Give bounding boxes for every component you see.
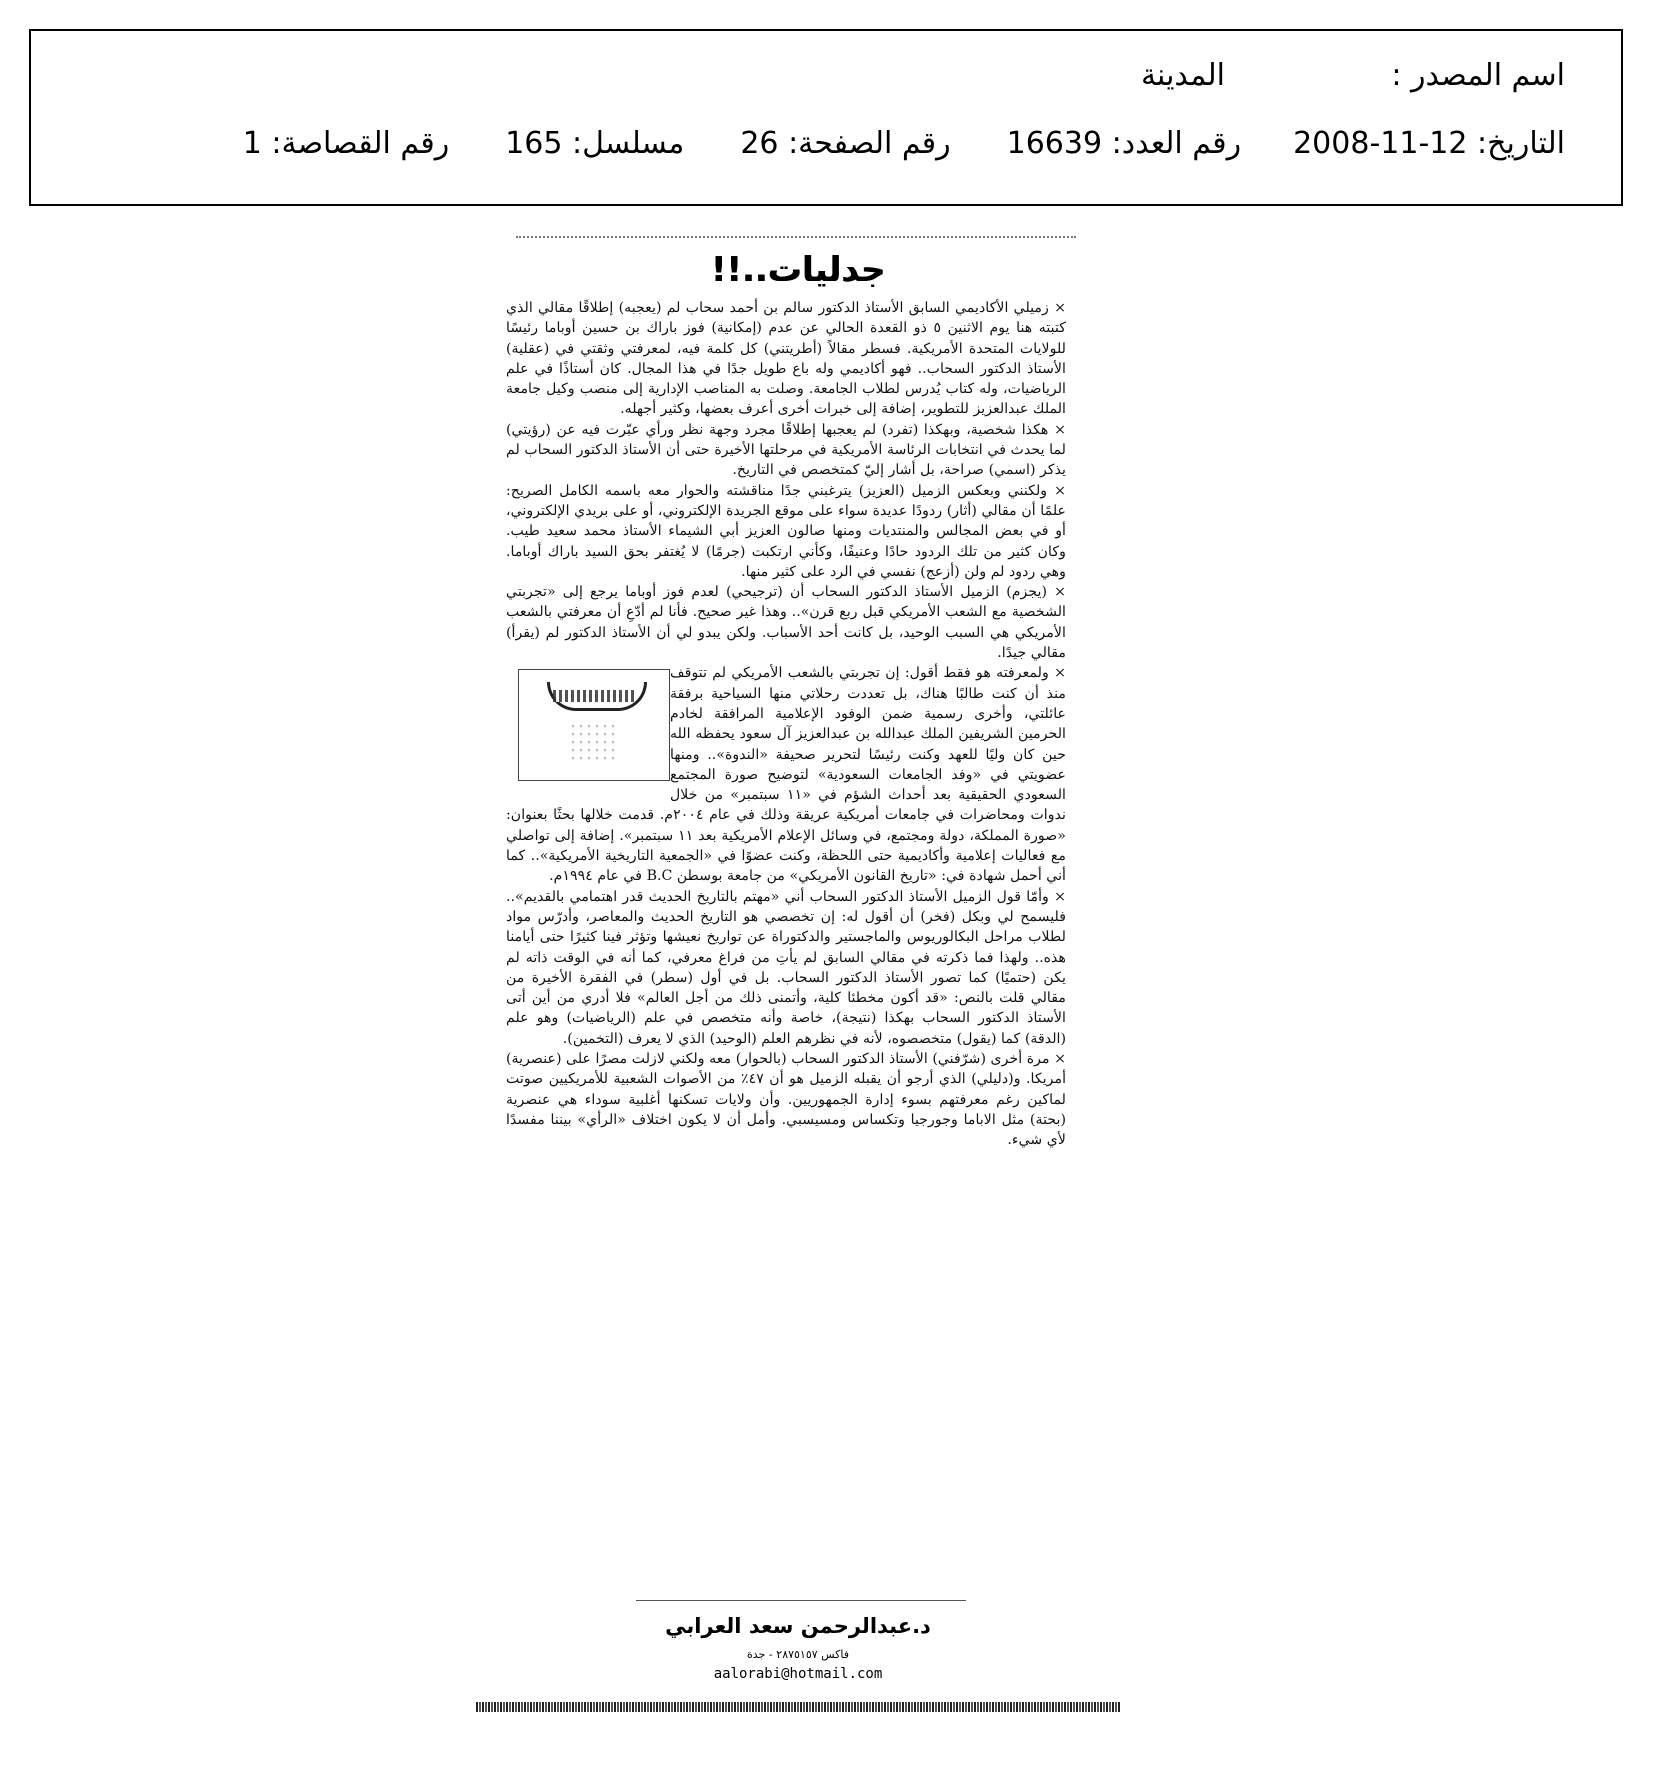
author-email: aalorabi@hotmail.com [713, 1666, 883, 1682]
author-photo [518, 669, 670, 781]
photo-face-shape [569, 722, 619, 762]
page-number-field: رقم الصفحة: 26 [740, 126, 951, 161]
clip-number-field: رقم القصاصة: 1 [242, 126, 450, 161]
source-value: المدينة [1140, 58, 1225, 93]
top-divider [516, 236, 1076, 242]
author-signature: د.عبدالرحمن سعد العرابي [665, 1614, 931, 1638]
newspaper-clipping [476, 236, 1120, 1716]
paragraph-6: × وأمّا قول الزميل الأستاذ الدكتور السحاب أني «مهتم بالتاريخ الحديث قدر اهتمامي بالقديم».. فليسمح لي وبكل (فخر) أن أقول له: إن تخصصي هو التاريخ الحديث والمعاصر، وأدرّس مواد لطلاب مراحل البكالوريوس والماجستير والدكتوراة عن تواريخ نعيشها وتؤثر فينا كثيرًا حتى أيامنا هذه.. ولهذا فما ذكرته في مقالي السابق لم يأتِ من فراغ معرفي، كما أنه في الوقت ذاته لم يكن (حتميًا) كما تصور الأستاذ الدكتور السحاب. بل في أول (سطر) في الفقرة الأخيرة من مقالي قلت بالنص: «قد أكون مخطئا كلية، وأتمنى ذلك من أجل العالم» فلا أدري من أين أتى الأستاذ الدكتور السحاب بهكذا (نتيجة)، خاصة وأنه متخصص في علم (الرياضيات) وهو علم (الدقة) كما (يقول) متخصصوه، لأنه في نظرهم العلم (الوحيد) الذي لا يعرف (التخمين). [506, 888, 1066, 1047]
bottom-border-band [476, 1702, 1120, 1712]
author-fax: فاكس ٢٨٧٥١٥٧ - جدة [746, 1648, 850, 1661]
article-body [506, 298, 1066, 1150]
paragraph-7: × مرة أخرى (شرّفني) الأستاذ الدكتور السحاب (بالحوار) معه ولكني لازلت مصرًا على (عنصرية) أمريكا. و(دليلي) الذي أرجو أن يقبله الزميل هو أن ٤٧٪ من الأصوات الشعبية للأمريكيين صوتت لماكين رغم معرفتهم بسوء إدارة الجمهوريين. وأن ولايات تسكنها أغلبية سوداء هي عنصرية (بحتة) مثل الاباما وجورجيا وتكساس ومسيسبي. وأمل أن لا يكون اختلاف «الرأي» بيننا مفسدًا لأي شيء. [506, 1050, 1067, 1149]
paragraph-5: × ولمعرفته هو فقط أقول: إن تجربتي بالشعب الأمريكي لم تتوقف منذ أن كنت طالبًا هناك، بل تعددت رحلاتي منها السياحية برفقة عائلتي، وأخرى رسمية ضمن الوفود الإعلامية المرافقة لخادم الحرمين الشريفين الملك عبدالله بن عبدالعزيز آل سعود يحفظه الله حين كان وليًا للعهد وكنت رئيسًا لتحرير صحيفة «الندوة».. ومنها عضويتي في «وفد الجامعات السعودية» لتوضيح صورة المجتمع السعودي الحقيقية بعد أحداث الشؤم في «١١ سبتمبر» من خلال ندوات ومحاضرات في جامعات أمريكية عريقة وذلك في عام ٢٠٠٤م. قدمت خلالها بحثًا بعنوان: «صورة المملكة، دولة ومجتمع، في وسائل الإعلام الأمريكية بعد ١١ سبتمبر». إضافة إلى تواصلي مع فعاليات إعلامية وأكاديمية حتى اللحظة، وكنت عضوًا في «الجمعية التاريخية الأمريكية».. كما أني أحمل شهادة في: «تاريخ القانون الأمريكي» من جامعة بوسطن B.C في عام ١٩٩٤م. [506, 665, 1066, 885]
clipping-header [29, 29, 1623, 206]
paragraph-4: × (يجزم) الزميل الأستاذ الدكتور السحاب أن (ترجيحي) لعدم فوز أوباما يرجع إلى «تجربتي الشخصية مع الشعب الأمريكي قبل ربع قرن».. وهذا غير صحيح. فأنا لم أدّعِ أن معرفتي بالشعب الأمريكي هي السبب الوحيد، بل كانت أحد الأسباب. ولكن يبدو لي أن الأستاذ الدكتور لم (يقرأ) مقالي جيدًا. [506, 584, 1066, 662]
paragraph-3: × ولكنني وبعكس الزميل (العزيز) يترغبني جدًا مناقشته والحوار معه باسمه الكامل الصريح: علمًا أن مقالي (أثار) ردودًا عديدة سواء على موقع الجريدة الإلكتروني، أو على بريدي الإلكتروني، أو في بعض المجالس والمنتديات ومنها صالون العزيز أبي الشيماء الأستاذ محمد سعيد طيب. وكان كثير من تلك الردود حادًا وعنيفًا، وكأني ارتكبت (جرمًا) لا يُغتفر بحق السيد باراك أوباما. وهي ردود لم ولن (أزعج) نفسي في الرد على كثير منها. [506, 482, 1066, 580]
serial-field: مسلسل: 165 [505, 126, 685, 161]
issue-number-field: رقم العدد: 16639 [1006, 126, 1242, 161]
paragraph-1: × زميلي الأكاديمي السابق الأستاذ الدكتور سالم بن أحمد سحاب لم (يعجبه) إطلاقًا مقالي الذي كتبته هنا يوم الاثنين ٥ ذو القعدة الحالي عن عدم (إمكانية) فوز باراك بن حسين أوباما رئيسًا للولايات المتحدة الأمريكية. فسطر مقالاً (أطريتني) كل كلمة فيه، لمعرفتي وثقتي في (عقلية) الأستاذ الدكتور السحاب.. فهو أكاديمي وله باع طويل جدًا في هذا المجال. كان أستاذًا في علم الرياضيات، وله كتاب يُدرس لطلاب الجامعة. وصلت به المناصب الإدارية إلى منصب وكيل جامعة الملك عبدالعزيز للتطوير، إضافة إلى خبرات أخرى أعرف بعضها، وكثير أجهله. [506, 300, 1066, 418]
source-label: اسم المصدر : [1391, 58, 1565, 93]
photo-texture [553, 690, 635, 702]
metadata-row [242, 126, 1565, 161]
signature-divider [636, 1600, 966, 1601]
paragraph-2: × هكذا شخصية، وبهكذا (تفرد) لم يعجبها إطلاقًا مجرد وجهة نظر ورأي عبّرت فيه عن (رؤيتي) لما يحدث في انتخابات الرئاسة الأمريكية في مرحلتها الأخيرة حتى أن الأستاذ الدكتور السحاب لم يذكر (اسمي) صراحة، بل أشار إليّ كمتخصص في التاريخ. [506, 421, 1066, 479]
article-title: جدليات..!! [710, 250, 886, 290]
date-field: التاريخ: 12-11-2008 [1293, 126, 1565, 161]
